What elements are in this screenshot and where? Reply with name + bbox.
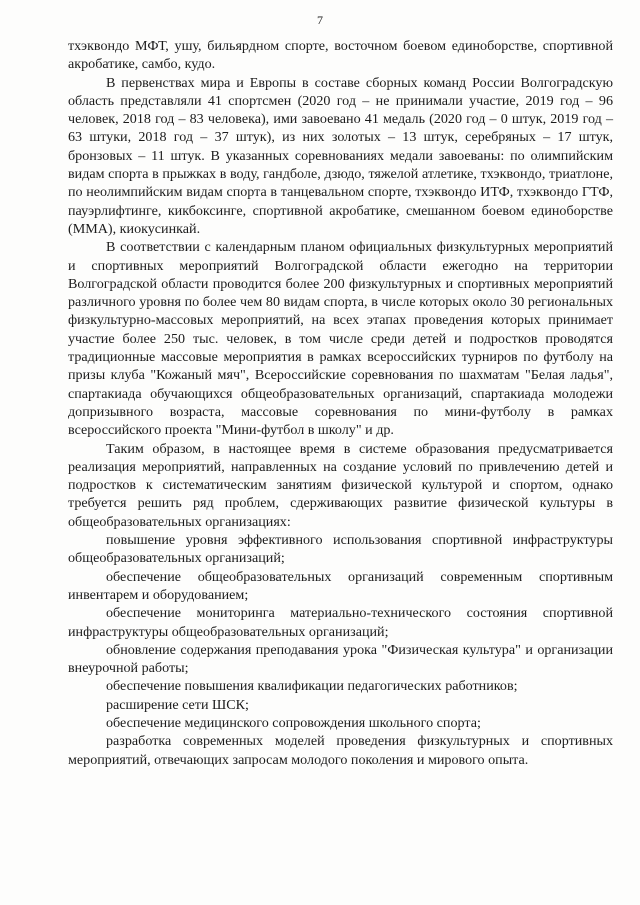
problems-list: [68, 531, 613, 769]
paragraph-calendar-plan: В соответствии с календарным планом официальных физкультурных мероприятий и спортивных мероприятий Волгоградской области ежегодно на территории Волгоградской области проводится более 200 физкультурных и спортивных мероприятий различного уровня по более чем 80 видам спорта, в числе которых около 30 региональных физкультурно-массовых мероприятий, на всех этапах проведения которых принимает участие более 250 тыс. человек, в том числе среди детей и подростков проводятся традиционные массовые мероприятия в рамках всероссийских турниров по футболу на призы клуба "Кожаный мяч", Всероссийские соревнования по шахматам "Белая ладья", спартакиада обучающихся общеобразовательных организаций, спартакиада молодежи допризывного возраста, массовые соревнования по мини-футболу в рамках всероссийского проекта "Мини-футбол в школу" и др.: [68, 239, 613, 439]
list-item: расширение сети ШСК;: [106, 696, 249, 713]
list-item: обеспечение повышения квалификации педагогических работников;: [106, 678, 518, 695]
list-item: обеспечение общеобразовательных организаций современным спортивным инвентарем и оборудованием;: [68, 568, 613, 603]
list-item: обеспечение медицинского сопровождения школьного спорта;: [106, 714, 481, 731]
document-body: [68, 37, 613, 769]
paragraph-championships: В первенствах мира и Европы в составе сборных команд России Волгоградскую область представляли 41 спортсмен (2020 год – не принимали участие, 2019 год – 96 человек, 2018 год – 83 человека), ими завоевано 41 медаль (2020 год – 0 штук, 2019 год – 63 штуки, 2018 год – 37 штук), из них золотых – 13 штук, серебряных – 17 штук, бронзовых – 11 штук. В указанных соревнованиях медали завоеваны: по олимпийским видам спорта в прыжках в воду, гандболе, дзюдо, тяжелой атлетике, тхэквондо, триатлоне, по неолимпийским видам спорта в танцевальном спорте, тхэквондо ИТФ, тхэквондо ГТФ, пауэрлифтинге, кикбоксинге, спортивной акробатике, смешанном боевом единоборстве (ММА), киокусинкай.: [68, 74, 613, 237]
page-number: 7: [317, 13, 323, 27]
list-item: разработка современных моделей проведения физкультурных и спортивных мероприятий, отвечающих запросам молодого поколения и мирового опыта.: [68, 733, 613, 768]
list-item: обновление содержания преподавания урока "Физическая культура" и организации внеурочной работы;: [68, 641, 613, 677]
list-item: обеспечение мониторинга материально-технического состояния спортивной инфраструктуры общеобразовательных организаций;: [68, 605, 613, 640]
paragraph-continuation: тхэквондо МФТ, ушу, бильярдном спорте, восточном боевом единоборстве, спортивной акробатике, самбо, кудо.: [68, 38, 613, 73]
list-item: повышение уровня эффективного использования спортивной инфраструктуры общеобразовательных организаций;: [68, 532, 613, 567]
paragraph-problems-intro: Таким образом, в настоящее время в системе образования предусматривается реализация мероприятий, направленных на создание условий по привлечению детей и подростков к систематическим занятиям физической культурой и спортом, однако требуется решить ряд проблем, сдерживающих развитие физической культуры в общеобразовательных организациях:: [68, 440, 613, 530]
